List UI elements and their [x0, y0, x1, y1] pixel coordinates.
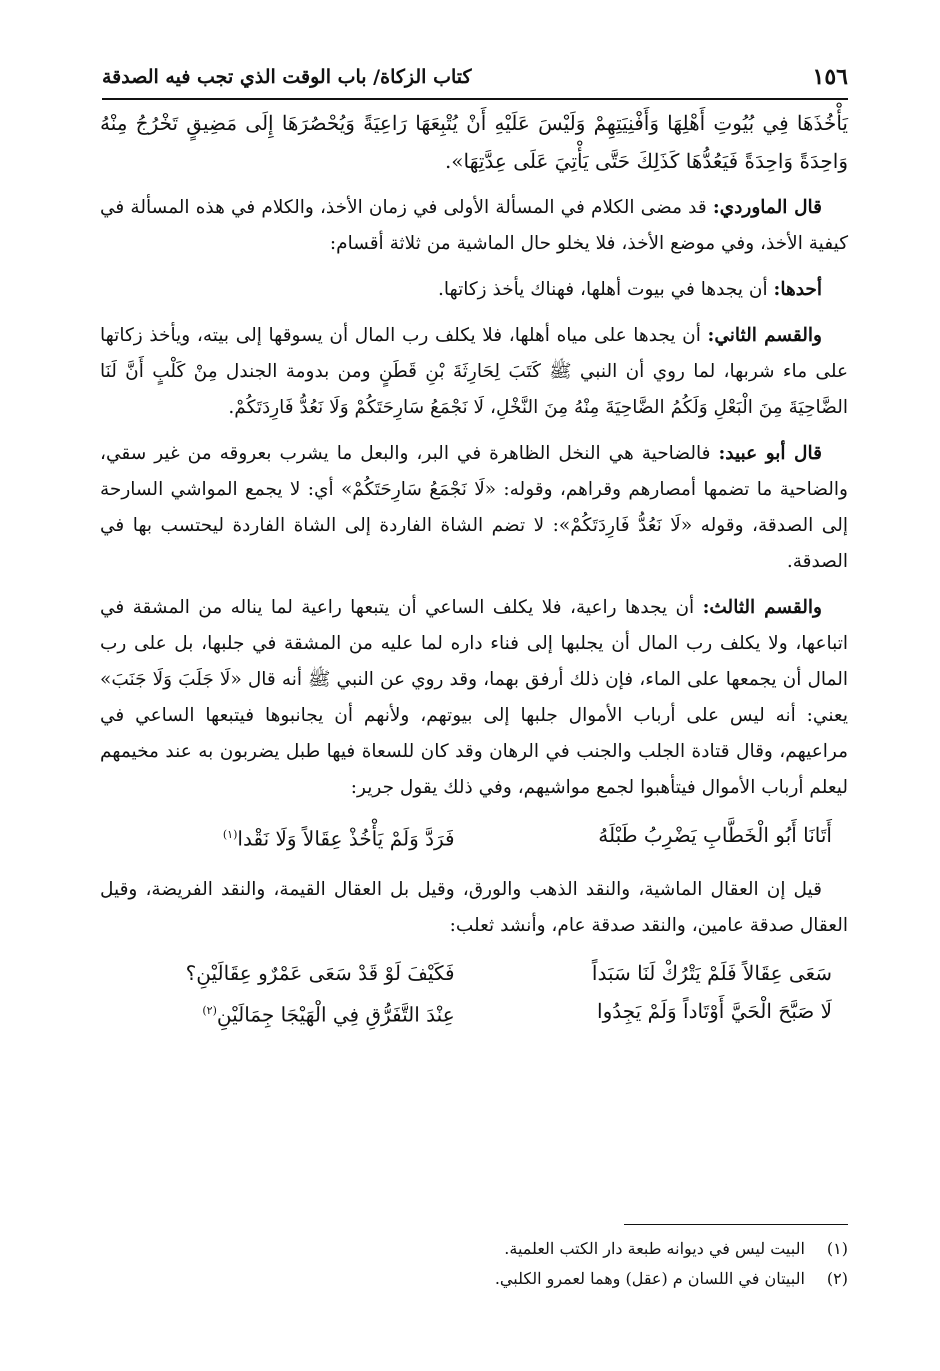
verse-line — [100, 992, 848, 1034]
footnote-marker: (١) — [826, 1239, 848, 1258]
paragraph-text: أن يجدها راعية، فلا يكلف الساعي أن يتبعها راعية لما يناله من المشقة في اتباعها، ولا يكلف رب المال أن يجلبها إلى فناء داره لما عليه من المشقة في جلبها، بل على رب المال أن يجمعها على الماء، فإن ذلك أرفق بهما، وقد روي عن النبي ﷺ أنه قال «لَا جَلَبَ وَلَا جَنَبَ» يعني: أنه ليس على أرباب الأموال جلبها إلى بيوتهم، ولأنهم أن يجانبوها فيتبعها الساعي في مراعيهم، وقال قتادة الجلب والجنب في الرهان وقد كان للسعاة فيها طبل يضربون به عند مخيمهم ليعلم أرباب الأموال فيتأهبوا لجمع مواشيهم، وفي ذلك يقول جرير: — [100, 597, 848, 798]
paragraph-text: أن يجدها في بيوت أهلها، فهناك يأخذ زكاتها. — [438, 279, 768, 300]
paragraph-lead: قال الماوردي: — [712, 197, 822, 218]
verse-second-hemistich — [120, 992, 455, 1034]
footnote-text: البيت ليس في ديوانه طبعة دار الكتب العلمية. — [504, 1239, 805, 1258]
paragraph-lead: قال أبو عبيد: — [718, 443, 822, 464]
footnote-ref: (٢) — [202, 1003, 217, 1017]
footnote-marker: (٢) — [826, 1269, 848, 1288]
footnote-item — [100, 1264, 848, 1294]
paragraph-text: قد مضى الكلام في المسألة الأولى في زمان الأخذ، والكلام في هذه المسألة في كيفية الأخذ، وفي موضع الأخذ، فلا يخلو حال الماشية من ثلاثة أقسام: — [100, 197, 848, 254]
verse-second-hemistich — [120, 816, 455, 858]
footnote-text: البيتان في اللسان م (عقل) وهما لعمرو الكلبي. — [494, 1269, 805, 1288]
paragraph-lead: أحدها: — [773, 279, 822, 300]
running-title: كتاب الزكاة/ باب الوقت الذي تجب فيه الصدقة — [102, 66, 472, 88]
paragraph-lead: والقسم الثاني: — [707, 325, 822, 346]
verse-second-hemistich: فَكَيْفَ لَوْ قَدْ سَعَى عَمْرٌو عِقَالَيْنِ؟ — [185, 960, 455, 985]
paragraph-second-case — [100, 318, 848, 426]
footnote-item — [100, 1234, 848, 1264]
footnote-divider — [624, 1224, 848, 1225]
paragraph-third-case — [100, 590, 848, 806]
paragraph-lead: والقسم الثالث: — [702, 597, 822, 618]
paragraph-first-case — [100, 272, 848, 308]
page-number: ١٥٦ — [812, 64, 848, 90]
poem-thalab — [100, 954, 848, 1034]
paragraph-text: أن يجدها على مياه أهلها، فلا يكلف رب المال أن يسوقها إلى بيته، ويأخذ زكاتها على ماء شربها، لما روي أن النبي ﷺ كَتَبَ لِحَارِثَةَ بْنِ قَطَنٍ ومن بدومة الجندل مِنْ كَلْبٍ أَنَّ لَنَا الضَّاحِيَةَ مِنَ الْبَعْلِ وَلَكُمُ الضَّاحِيَةَ مِنْهُ مِنَ النَّخْلِ، لَا نَجْمَعُ سَارِحَتَكُمْ وَلَا نَعُدُّ فَارِدَتَكُمْ. — [100, 325, 848, 418]
main-text — [100, 104, 848, 1047]
verse-line — [100, 816, 848, 858]
paragraph-text: فالضاحية هي النخل الظاهرة في البر، والبعل ما يشرب بعروقه من غير سقي، والضاحية ما تضمها أمصارهم وقراهم، وقوله: «لَا نَجْمَعُ سَارِحَتَكُمْ» أي: لا يجمع المواشي السارحة إلى الصدقة، وقوله «لَا نَعُدُّ فَارِدَتَكُمْ»: لا تضم الشاة الفاردة إلى الشاة الفاردة ليحتسب بها في الصدقة. — [100, 443, 848, 572]
paragraph-aqal — [100, 872, 848, 944]
page-header — [102, 62, 848, 100]
paragraph-text: يَأْخُذَهَا فِي بُيُوتِ أَهْلِهَا وَأَفْنِيَتِهِمْ وَلَيْسَ عَلَيْهِ أَنْ يُتْبِعَهَا رَاعِيَةً وَيُحْصُرَهَا إِلَى مَضِيقٍ تَخْرُجُ مِنْهُ وَاحِدَةً وَاحِدَةً فَيَعُدُّهَا كَذَلِكَ حَتَّى يَأْتِيَ عَلَى عِدَّتِهَا». — [100, 111, 848, 173]
verse-text: فَرَدَّ وَلَمْ يَأْخُذْ عِقَالاً وَلَا نَقْدا — [237, 826, 455, 851]
hadith-continuation — [100, 104, 848, 180]
verse-first-hemistich: لَا صَبَّحَ الْحَيَّ أَوْتَاداً وَلَمْ يَجِدُوا — [597, 998, 832, 1023]
verse-first-hemistich: أَتَانَا أَبُو الْخَطَّابِ يَضْرِبُ طَبْلَهُ — [598, 823, 832, 847]
paragraph-mawardi — [100, 190, 848, 262]
footnote-ref: (١) — [222, 828, 238, 841]
verse-first-hemistich: سَعَى عِقَالاً فَلَمْ يَتْرُكْ لَنَا سَبَداً — [591, 960, 832, 985]
poem-jarir — [100, 816, 848, 858]
verse-text: عِنْدَ التَّفَرُّقِ فِي الْهَيْجَا جِمَالَيْنِ — [216, 1002, 455, 1027]
paragraph-text: قيل إن العقال الماشية، والنقد الذهب والورق، وقيل بل العقال القيمة، والنقد الفريضة، وقيل العقال صدقة عامين، والنقد صدقة عام، وأنشد ثعلب: — [100, 878, 848, 936]
footnotes — [100, 1234, 848, 1294]
verse-line — [100, 954, 848, 992]
paragraph-abu-ubayd — [100, 436, 848, 580]
